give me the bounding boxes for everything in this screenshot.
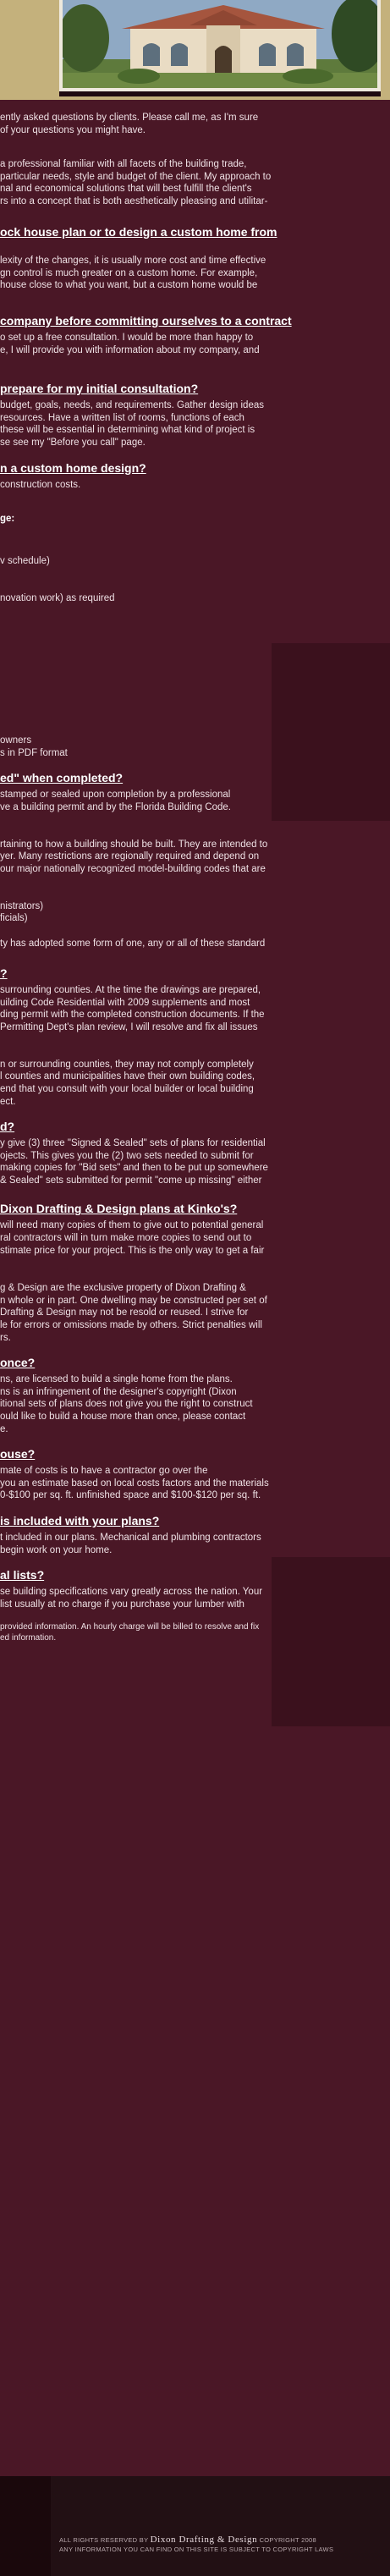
faq-question: ouse? — [0, 1447, 36, 1461]
faq-answer: stamped or sealed upon completion by a professional ve a building permit and by the Florida Building Code. rtaining to how a building should be built. They are intended to yer. Many restrictions are regionally required and depend on our major nationally recognized model-building codes that are nistrators) ficials) ty has adopted some form of one, any or all of these standard — [0, 790, 268, 949]
faq-item-sets — [0, 1120, 382, 1186]
house-photo — [63, 0, 377, 88]
faq-item-meet-company — [0, 314, 382, 356]
footer-left-panel — [0, 2476, 51, 2576]
faq-item-stock-vs-custom — [0, 225, 382, 292]
faq-answer: owners s in PDF format — [0, 735, 68, 758]
faq-item-lists — [0, 1568, 382, 1610]
faq-question: al lists? — [0, 1568, 45, 1582]
footer-rights: ALL RIGHTS RESERVED BY — [59, 2536, 149, 2544]
spacer — [0, 616, 382, 735]
faq-answer: a professional familiar with all facets of the building trade, particular needs, style and budget of the client. My approach to nal and economical solutions that will best fulfill the client's rs into a concept that is both aesthetically pleasing and utilitar- — [0, 159, 272, 206]
faq-item-prepare — [0, 382, 382, 449]
faq-intro — [0, 112, 382, 136]
faq-answer: y give (3) three "Signed & Sealed" sets of plans for residential ojects. This gives you the (2) two sets needed to submit for making copies for "Bid sets" and then to be put up somewhere & Sealed" sets submitted for permit "come up missing" either — [0, 1138, 268, 1186]
faq-question: Dixon Drafting & Design plans at Kinko's? — [0, 1202, 238, 1216]
faq-answer: ns, are licensed to build a single home from the plans. ns is an infringement of the designer's copyright (Dixon itional sets of plans does not give you the right to construct ould like to build a house more than once, please contact e. — [0, 1374, 253, 1434]
house-photo-frame — [59, 0, 381, 96]
faq-answer: surrounding counties. At the time the drawings are prepared, uilding Code Residential with 2009 supplements and most ding permit with the completed construction documents. If the Permitting Dept's plan review, I will resolve and fix all issues n or surrounding counties, they may not comply completely l counties and municipalities have their own building codes, end that you consult with your local builder or local building ect. — [0, 985, 265, 1107]
faq-question: ? — [0, 966, 8, 981]
faq-answer: provided information. An hourly charge will be billed to resolve and fix ed information. — [0, 1622, 260, 1643]
faq-item-sealed — [0, 771, 382, 949]
faq-answer: v schedule) novation work) as required — [0, 555, 115, 603]
faq-answer: t included in our plans. Mechanical and plumbing contractors begin work on your home. — [0, 1532, 261, 1555]
faq-question: once? — [0, 1356, 36, 1370]
faq-answer: budget, goals, needs, and requirements. Gather design ideas resources. Have a written list of rooms, functions of each these will be essential in determining what kind of project is se see my "Before you call" page. — [0, 400, 264, 448]
faq-fix — [0, 1622, 382, 1644]
faq-item-cost — [0, 461, 382, 492]
faq-about — [0, 158, 382, 207]
faq-question: ock house plan or to design a custom home from — [0, 224, 277, 239]
faq-item-house-cost — [0, 1447, 382, 1502]
faq-owners — [0, 735, 382, 759]
faq-answer: mate of costs is to have a contractor go over the you an estimate based on local costs factors and the materials 0-$100 per sq. ft. unfinished space and $100-$120 per sq. ft. — [0, 1466, 269, 1501]
faq-property — [0, 1282, 382, 1344]
faq-content — [0, 112, 382, 1656]
faq-item-once — [0, 1356, 382, 1435]
faq-item-kinkos — [0, 1202, 382, 1257]
faq-answer: ently asked questions by clients. Please call me, as I'm sure of your questions you might have. — [0, 113, 259, 135]
faq-answer: g & Design are the exclusive property of Dixon Drafting & n whole or in part. One dwelling may be constructed per set of Drafting & Design may not be resold or reused. I strive for le for errors or omissions made by others. Strict penalties will rs. — [0, 1283, 267, 1343]
faq-answer: lexity of the changes, it is usually more cost and time effective gn control is much greater on a custom home. For example, house close to what you want, but a custom home would be — [0, 256, 266, 291]
footer-copyright-year: COPYRIGHT 2008 — [259, 2536, 316, 2544]
faq-item-included — [0, 1514, 382, 1556]
faq-question: prepare for my initial consultation? — [0, 382, 199, 396]
footer-copyright — [59, 2535, 389, 2554]
faq-answer: will need many copies of them to give out to potential general ral contractors will in turn make more copies to send out to stimate price for your project. This is the only way to get a fair — [0, 1220, 265, 1256]
faq-question: n a custom home design? — [0, 460, 146, 475]
faq-question: ed" when completed? — [0, 771, 124, 785]
faq-answer: o set up a free consultation. I would be more than happy to e, I will provide you with information about my company, and — [0, 332, 260, 355]
footer-brand: Dixon Drafting & Design — [150, 2535, 258, 2545]
package-label: ge: — [0, 514, 15, 525]
faq-item-code — [0, 966, 382, 1108]
footer-notice: ANY INFORMATION YOU CAN FIND ON THIS SITE IS SUBJECT TO COPYRIGHT LAWS — [59, 2546, 334, 2553]
faq-answer: construction costs. — [0, 479, 81, 490]
faq-question: company before committing ourselves to a contract — [0, 313, 292, 328]
footer — [0, 2476, 390, 2576]
faq-question: is included with your plans? — [0, 1513, 160, 1527]
header-banner — [0, 0, 390, 100]
faq-answer: se building specifications vary greatly across the nation. Your list usually at no charge if you purchase your lumber with — [0, 1587, 263, 1610]
faq-question: d? — [0, 1120, 15, 1134]
faq-item-package — [0, 513, 382, 604]
